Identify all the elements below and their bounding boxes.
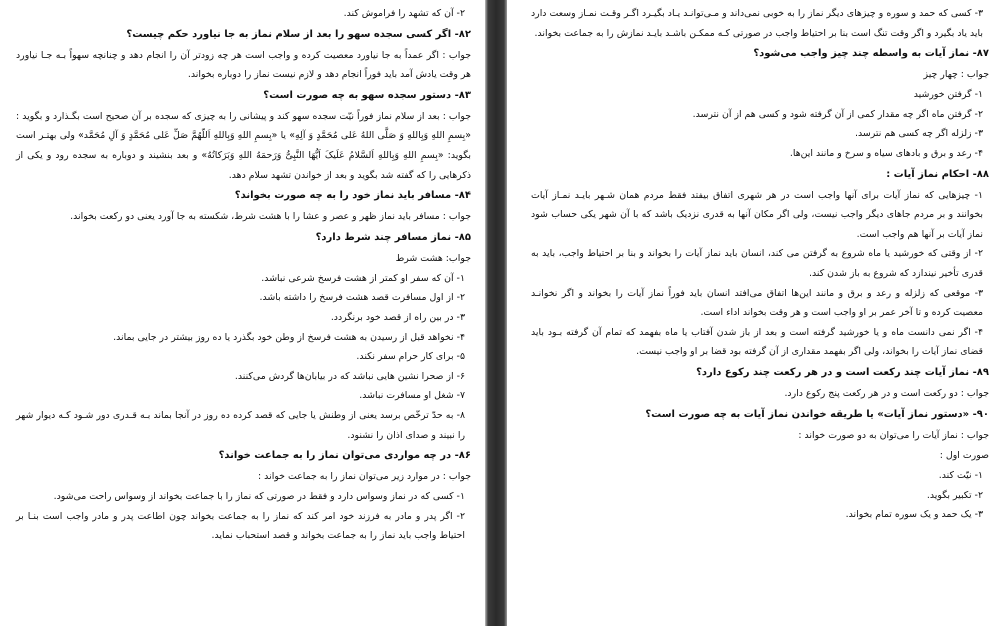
answer-line: جواب : در موارد زیر می‌توان نماز را به جماعت خواند : xyxy=(258,471,471,483)
question-83-heading: ۸۳- دستور سجده سهو به چه صورت است؟ xyxy=(263,89,471,101)
question-84-heading: ۸۴- مسافر باید نماز خود را به چه صورت بخواند؟ xyxy=(234,190,471,202)
list-item: ۴- نخواهد قبل از رسیدن به هشت فرسخ از وطن خود بگذرد یا ده روز بیشتر در جایی بماند. xyxy=(113,331,465,343)
list-item: ۲- آن که تشهد را فراموش کند. xyxy=(343,8,465,19)
list-item: ۳- کسی که حمد و سوره و چیزهای دیگر نماز را به خوبی نمی‌داند و مـی‌توانـد یـاد بگیـرد اگـر وقـت نمـاز وسعت دارد باید یاد بگیرد و اگر وقت تنگ است بنا بر احتیاط واجب در صورتی کـه ممکـن باشـد بایـد نمازش را به جماعت بخواند. xyxy=(531,8,983,39)
list-item: ۳- موقعی که زلزله و رعد و برق و مانند این‌ها اتفاق می‌افتد انسان باید فوراً نماز آیات را بخواند و اگر نخوانـد معصیت کرده و تا آخر عمر بر او واجب است و هر وقت بخواند اداء است. xyxy=(531,287,983,319)
list-item: ۵- برای کار حرام سفر نکند. xyxy=(356,351,465,363)
list-item: ۱- گرفتن خورشید xyxy=(913,89,983,101)
list-item: ۳- زلزله اگر چه کسی هم نترسد. xyxy=(854,128,983,140)
list-item: ۱- آن که سفر او کمتر از هشت فرسخ شرعی نباشد. xyxy=(261,272,465,284)
list-item: ۲- تکبیر بگوید. xyxy=(926,489,983,501)
list-item: ۳- در بین راه از قصد خود برنگردد. xyxy=(330,311,465,323)
list-item: ۶- از صحرا نشین هایی نباشد که در بیابان‌ها گردش می‌کنند. xyxy=(234,370,465,382)
question-86-heading: ۸۶- در چه مواردی می‌توان نماز را به جماعت خواند؟ xyxy=(218,450,471,462)
question-88-heading: ۸۸- احکام نماز آیات : xyxy=(886,168,989,180)
answer-line: جواب : دو رکعت است و در هر رکعت پنج رکوع دارد. xyxy=(784,387,989,399)
answer-paragraph: جواب : بعد از سلام نماز فوراً نیّت سجده سهو کند و پیشانی را به چیزی که سجده بر آن صحیح است بگـذارد و بگوید : «بِسمِ اللهِ وَبِاللهِ وَ صَلَّی اللهُ عَلی مُحَمَّدٍ وَ آلِهِ» یا «بِسمِ اللهِ وَبِاللهِ اَللّهُمَّ صَلِّ عَلی مُحَمَّدٍ وَ آلِ مُحَمَّد» ولی بهتـر است بگوید: «بِسمِ اللهِ وَبِاللهِ اَلسَّلامُ عَلَیکَ اَیُّهَا النَّبِیُّ وَرَحمَهُ اللهِ وَبَرَکاتُهُ» و بعد بنشیند و دوباره به سجده رود و یکی از ذکرهایی را که گفته شد بگوید و بعد از خواندن تشهد سلام دهد. xyxy=(16,110,471,181)
question-90-heading: ۹۰- «دستور نماز آیات» یا طریقه خواندن نماز آیات به چه صورت است؟ xyxy=(645,408,989,420)
list-item: ۱- چیزهایی که نماز آیات برای آنها واجب است در هر شهری اتفاق بیفتد فقط مردم همان شـهر بایـد نمـاز آیات بخوانند و بر مردم جاهای دیگر واجب نیست، ولی اگر مکان آنها به قدری نزدیک باشد که با آن شهر یکی حساب شود نماز آیات بر آنها هم واجب است. xyxy=(531,189,983,240)
list-item: ۳- یک حمد و یک سوره تمام بخواند. xyxy=(845,509,983,521)
question-85-heading: ۸۵- نماز مسافر چند شرط دارد؟ xyxy=(315,231,471,243)
answer-line: جواب : چهار چیز xyxy=(923,69,989,81)
list-item: ۲- از وقتی که خورشید یا ماه شروع به گرفتن می کند، انسان باید نماز آیات را بخواند و بنا بر احتیاط واجب، باید به قدری تأخیر نیندازد که شروع به باز شدن کند. xyxy=(531,248,983,279)
list-item: ۲- از اول مسافرت قصد هشت فرسخ را داشته باشد. xyxy=(259,292,465,304)
answer-paragraph: جواب : اگر عمداً به جا نیاورد معصیت کرده و واجب است هر چه زودتر آن را انجام دهد و چنانچه سهواً بـه جـا نیاورد هر وقت یادش آمد باید فوراً انجام دهد و لازم نیست نماز را دوباره بخواند. xyxy=(16,49,471,81)
list-item: ۷- شغل او مسافرت نباشد. xyxy=(359,390,465,402)
answer-line: جواب : نماز آیات را می‌توان به دو صورت خواند : xyxy=(798,429,989,441)
right-book-page xyxy=(507,0,1007,626)
left-book-page xyxy=(0,0,485,626)
list-item: ۸- به حدّ ترخّص برسد یعنی از وطنش یا جایی که قصد کرده ده روز در آنجا بماند بـه قـدری دور شـود کـه دیوار شهر را نبیند و صدای اذان را نشنود. xyxy=(16,409,465,441)
list-item: ۲- اگر پدر و مادر به فرزند خود امر کند که نماز را به جماعت بخواند چون اطاعت پدر و مادر واجب است بنـا بر احتیاط واجب باید نماز را به جماعت بخواند و قصد استحباب نماید. xyxy=(16,510,465,542)
answer-line: جواب: هشت شرط xyxy=(395,252,471,264)
question-82-heading: ۸۲- اگر کسی سجده سهو را بعد از سلام نماز به جا نیاورد حکم چیست؟ xyxy=(126,28,471,40)
list-item: ۴- اگر نمی دانست ماه و یا خورشید گرفته است و بعد از باز شدن آفتاب یا ماه بفهمد که تمام آن گرفته بـود باید قضای نماز آیات را بخواند، ولی اگر بفهمد مقداری از آن گرفته بود قضا بر او واجب نیست. xyxy=(531,326,983,358)
list-item: ۱- نیّت کند. xyxy=(938,469,983,481)
list-item: ۱- کسی که در نماز وسواس دارد و فقط در صورتی که نماز را با جماعت بخواند از وسواس راحت می‌شود. xyxy=(53,491,465,503)
question-87-heading: ۸۷- نماز آیات به واسطه چند چیز واجب می‌شود؟ xyxy=(753,48,989,60)
list-item: ۴- رعد و برق و بادهای سیاه و سرخ و مانند این‌ها. xyxy=(789,147,983,159)
answer-line: صورت اول : xyxy=(939,449,989,461)
list-item: ۲- گرفتن ماه اگر چه مقدار کمی از آن گرفته شود و کسی هم از آن نترسد. xyxy=(692,108,983,120)
book-spine-divider xyxy=(485,0,507,626)
answer-paragraph: جواب : مسافر باید نماز ظهر و عصر و عشا را با هشت شرط، شکسته به جا آورد یعنی دو رکعت بخواند. xyxy=(70,211,471,223)
question-89-heading: ۸۹- نماز آیات چند رکعت است و در هر رکعت چند رکوع دارد؟ xyxy=(696,366,989,378)
